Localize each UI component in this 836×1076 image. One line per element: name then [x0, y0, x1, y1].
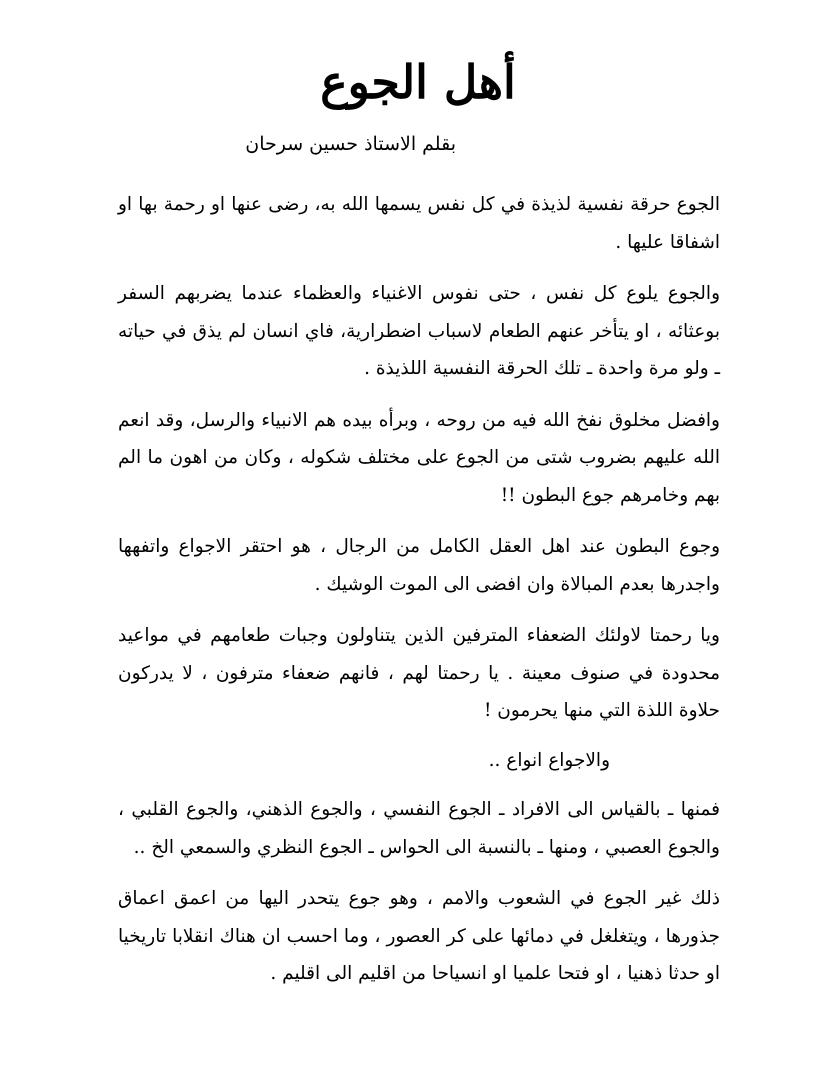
paragraph-3: وافضل مخلوق نفخ الله فيه من روحه ، وبرأه بيده هم الانبياء والرسل، وقد انعم الله عليهم بضروب شتى من الجوع على مختلف شكوله ، وكان من اهون ما الم بهم وخامرهم جوع البطون !! [118, 409, 720, 506]
paragraph-4: وجوع البطون عند اهل العقل الكامل من الرجال ، هو احتقر الاجواع واتفهها واجدرها بعدم المبالاة وان افضى الى الموت الوشيك . [118, 536, 720, 595]
paragraph-5: ويا رحمتا لاولئك الضعفاء المترفين الذين يتناولون وجبات طعامهم في مواعيد محدودة في صنوف معينة . يا رحمتا لهم ، فانهم ضعفاء مترفون ، لا يدركون حلاوة اللذة التي منها يحرمون ! [118, 625, 720, 721]
paragraph-8: ذلك غير الجوع في الشعوب والامم ، وهو جوع يتحدر اليها من اعمق اعماق جذورها ، ويتغلغل في دمائها على كر العصور ، وما احسب ان هناك انقلابا تاريخيا او حدثا ذهنيا ، او فتحا علميا او انسياحا من اقليم الى اقليم . [118, 888, 720, 984]
article-body [118, 186, 720, 1007]
page-title: أهل الجوع [320, 55, 516, 109]
paragraph-1: الجوع حرقة نفسية لذيذة في كل نفس يسمها الله به، رضى عنها او رحمة بها او اشفاقا عليها . [118, 194, 720, 253]
author-byline: بقلم الاستاذ حسين سرحان [245, 133, 456, 155]
paragraph-7: فمنها ـ بالقياس الى الافراد ـ الجوع النفسي ، والجوع الذهني، والجوع القلبي ، والجوع العصبي ، ومنها ـ بالنسبة الى الحواس ـ الجوع النظري والسمعي الخ .. [118, 799, 720, 858]
paragraph-6: والاجواع انواع .. [488, 749, 610, 771]
paragraph-2: والجوع يلوع كل نفس ، حتى نفوس الاغنياء والعظماء عندما يضربهم السفر بوعثائه ، او يتأخر عنهم الطعام لاسباب اضطرارية، فاي انسان لم يذق في حياته ـ ولو مرة واحدة ـ تلك الحرقة النفسية اللذيذة . [118, 283, 720, 379]
